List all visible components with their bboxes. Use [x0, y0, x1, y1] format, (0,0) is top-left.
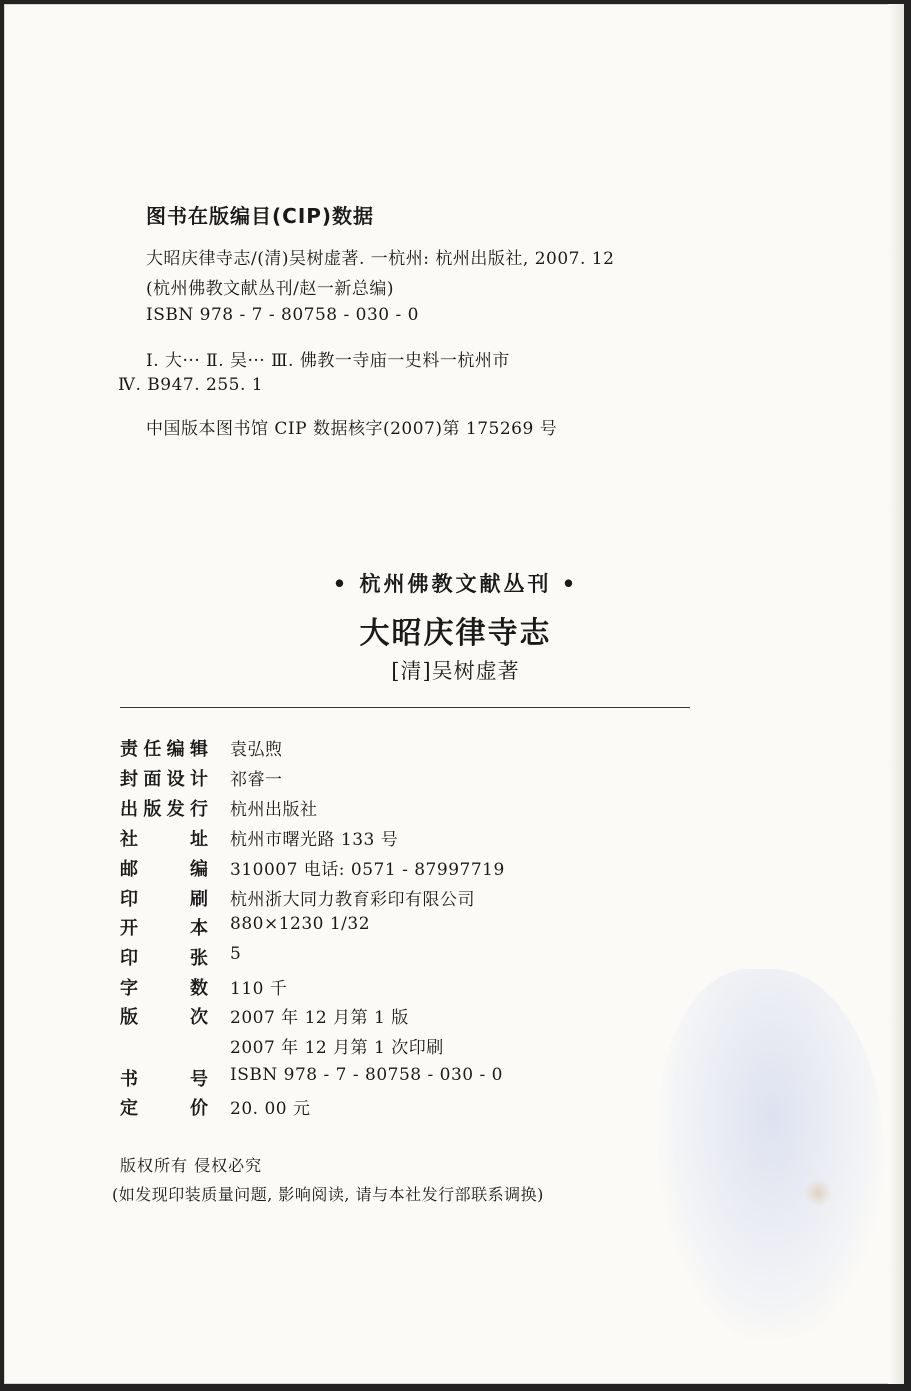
divider-rule — [120, 707, 690, 708]
info-value: 2007 年 12 月第 1 次印刷 — [230, 1038, 444, 1058]
info-label-char: 责 — [120, 739, 138, 760]
info-value: 杭州浙大同力教育彩印有限公司 — [230, 890, 475, 910]
info-label-char: 次 — [190, 1007, 208, 1028]
info-value: 110 千 — [230, 979, 288, 999]
info-label — [120, 944, 208, 970]
rights-statement: 版权所有 侵权必究 — [120, 1156, 263, 1175]
info-label-char: 出 — [120, 799, 138, 820]
info-label-char: 邮 — [120, 859, 138, 880]
info-label-char: 版 — [120, 1007, 138, 1028]
info-label — [120, 855, 208, 881]
info-label-char: 印 — [120, 948, 138, 969]
info-value: 880×1230 1/32 — [230, 914, 371, 934]
info-label-char: 面 — [143, 769, 162, 790]
info-label — [120, 974, 208, 1000]
info-label-char: 数 — [190, 978, 208, 999]
stain-mark — [804, 1179, 832, 1207]
info-label-char: 设 — [166, 769, 185, 790]
info-label-char: 定 — [120, 1098, 138, 1119]
info-label-char: 字 — [120, 978, 138, 999]
info-label-char: 价 — [190, 1098, 208, 1119]
info-value: 祁睿一 — [230, 770, 283, 790]
info-label-char: 社 — [120, 829, 138, 850]
info-label-char: 刷 — [190, 889, 208, 910]
cip-line-record-number: 中国版本图书馆 CIP 数据核字(2007)第 175269 号 — [146, 419, 558, 439]
info-label-char: 开 — [120, 918, 138, 939]
info-label-char: 辑 — [189, 739, 208, 760]
cip-line-subjects: Ⅰ. 大··· Ⅱ. 吴··· Ⅲ. 佛教一寺庙一史料一杭州市 — [146, 351, 510, 371]
info-value: 袁弘煦 — [230, 740, 283, 760]
info-label-char: 书 — [120, 1069, 138, 1090]
info-value: 杭州出版社 — [230, 800, 318, 820]
info-value: 310007 电话: 0571 - 87997719 — [230, 860, 505, 880]
info-label-char: 址 — [190, 829, 208, 850]
info-label — [120, 765, 208, 791]
info-label-char: 本 — [190, 918, 208, 939]
info-label-char: 行 — [189, 799, 208, 820]
info-label — [120, 1094, 208, 1120]
info-label-char: 编 — [190, 859, 208, 880]
info-label — [120, 795, 208, 821]
info-label — [120, 825, 208, 851]
cip-line-series: (杭州佛教文献丛刊/赵一新总编) — [146, 279, 394, 299]
info-value: 2007 年 12 月第 1 版 — [230, 1008, 409, 1028]
info-label — [120, 914, 208, 940]
book-title: 大昭庆律寺志 — [359, 616, 552, 651]
series-title: • 杭州佛教文献丛刊 • — [332, 571, 579, 596]
info-label — [120, 1003, 208, 1029]
info-label-char: 计 — [189, 769, 208, 790]
info-label-char: 编 — [166, 739, 185, 760]
info-value: 20. 00 元 — [230, 1099, 311, 1119]
cip-line-title: 大昭庆律寺志/(清)吴树虚著. 一杭州: 杭州出版社, 2007. 12 — [146, 249, 615, 269]
info-label-char: 任 — [143, 739, 162, 760]
info-label — [120, 885, 208, 911]
info-label-char: 号 — [190, 1069, 208, 1090]
info-label-char: 封 — [120, 769, 138, 790]
info-label — [120, 1065, 208, 1091]
info-label-char: 张 — [190, 948, 208, 969]
rights-note: (如发现印装质量问题, 影响阅读, 请与本社发行部联系调换) — [112, 1185, 544, 1204]
info-label-char: 发 — [166, 799, 185, 820]
cip-line-isbn: ISBN 978 - 7 - 80758 - 030 - 0 — [146, 305, 419, 325]
info-value: 5 — [230, 944, 242, 964]
cip-line-classification: Ⅳ. B947. 255. 1 — [118, 375, 264, 395]
info-value: ISBN 978 - 7 - 80758 - 030 - 0 — [230, 1065, 503, 1085]
library-stamp-mark — [659, 969, 884, 1339]
page-edge-shadow — [888, 4, 904, 1384]
info-label-char: 版 — [143, 799, 162, 820]
info-label-char: 印 — [120, 889, 138, 910]
info-label — [120, 735, 208, 761]
info-value: 杭州市曙光路 133 号 — [230, 830, 399, 850]
book-author: [清]吴树虚著 — [391, 659, 520, 683]
copyright-page — [4, 4, 904, 1384]
cip-heading: 图书在版编目(CIP)数据 — [146, 204, 375, 228]
